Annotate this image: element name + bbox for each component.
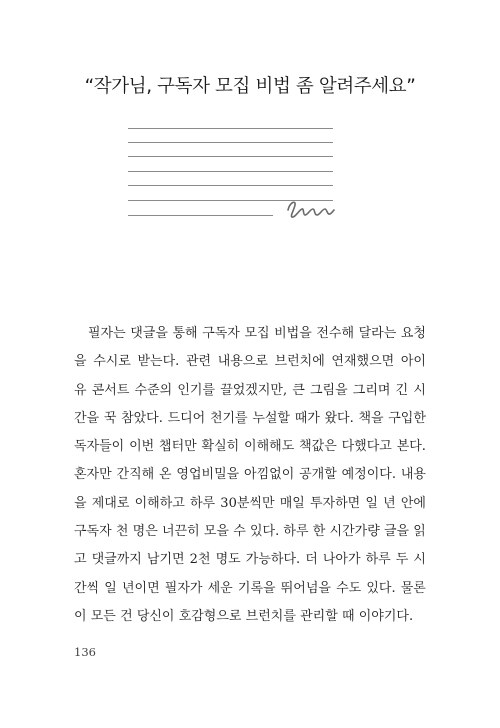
body-word: 아이 [400,354,426,370]
body-word: 긴 [395,382,409,398]
body-word: 더 [305,552,318,568]
body-line [74,518,426,546]
body-word: 일 [365,495,378,511]
body-word: 영업비밀을 [176,467,240,483]
body-word: 관련 [185,354,212,370]
body-word: 년 [383,495,396,511]
body-word: 투자하면 [309,495,361,511]
body-word: 때 [341,608,355,624]
page-number: 136 [74,645,96,659]
body-word: 세운 [207,580,233,596]
body-word: 드디어 [167,410,206,426]
chapter-title: “작가님, 구독자 모집 비법 좀 알려주세요” [84,76,416,97]
body-word: 필자가 [164,580,203,596]
body-word: 큰 [292,382,305,398]
body-word: 받는다. [137,354,180,370]
body-word: 콘서트 [91,382,130,398]
body-word: 그리며 [352,382,391,398]
body-word: 온 [159,467,172,483]
body-word: 때가 [294,410,320,426]
body-word: 이해해도 [244,439,295,455]
body-line [74,490,426,518]
body-word: 꾹 [103,410,117,426]
body-word: 물론 [400,580,426,596]
body-word: 천 [115,524,129,540]
body-word: 구독자 [202,326,240,341]
body-word: 전수해 [316,326,355,341]
body-word: 안에 [400,495,426,511]
body-word: 년이면 [121,580,160,596]
note-line [128,215,273,216]
body-word: 있다. [366,580,396,596]
body-word: 매일 [279,495,305,511]
body-word: 너끈히 [161,524,200,540]
body-line [74,575,426,603]
body-word: 당신이 [136,608,175,624]
body-line [74,461,426,489]
body-word: 하루 [190,495,216,511]
body-word: 기록을 [237,580,276,596]
body-word: 인기를 [177,382,216,398]
body-word: 유 [74,382,87,398]
body-word: 이해하고 [134,495,185,511]
body-word: 관리할 [300,608,338,624]
body-word: 수도 [336,580,362,596]
body-word: 다했다고 [341,439,392,455]
body-line [74,603,426,631]
body-word: 간을 [74,410,100,426]
note-line [128,142,333,143]
body-line [74,405,426,433]
body-word: 모집 [244,326,270,341]
body-word: 시 [413,552,426,568]
body-word: 이 [74,608,87,624]
body-word: 수시로 [93,354,131,370]
body-word: 댓글까지 [91,552,142,568]
body-word: 뛰어넘을 [280,580,331,596]
body-word: 연재했으면 [331,354,395,370]
body-word: 명은 [132,524,158,540]
body-word: 이야기다. [358,608,414,624]
body-word: 그림을 [309,382,348,398]
body-word: 일 [104,580,117,596]
body-word: 참았다. [121,410,163,426]
body-word: 비법을 [274,326,312,341]
note-line [128,185,333,186]
note-line [128,171,333,172]
body-word: 간직해 [116,467,155,483]
body-line [74,377,426,405]
body-word: 독자들이 [74,439,125,455]
body-word: 필자는 [88,326,126,341]
body-word: 내용으로 [217,354,268,370]
body-word: 모을 [203,524,229,540]
body-word: 구입한 [388,410,426,426]
body-word: 가능하다. [245,552,301,568]
body-word: 모든 [90,608,116,624]
body-word: 건 [120,608,133,624]
body-word: 혼자만 [74,467,112,483]
body-word: 시 [413,382,426,398]
body-word: 요청 [400,326,426,341]
body-word: 한 [312,524,326,540]
body-word: 수 [233,524,246,540]
body-word: 이번 [129,439,155,455]
body-word: 수준의 [134,382,173,398]
note-illustration [128,120,338,230]
body-word: 브런치에 [274,354,325,370]
body-word: 누설할 [252,410,290,426]
body-word: 공개할 [299,467,337,483]
body-word: 간씩 [74,580,100,596]
body-word: 을 [74,495,87,511]
body-word: 달라는 [358,326,397,341]
body-word: 을 [74,354,87,370]
body-word: 하루 [365,552,391,568]
body-word: 호감형으로 [178,608,242,624]
body-word: 챕터만 [159,439,197,455]
note-line [128,156,333,157]
body-word: 브런치를 [245,608,296,624]
body-word: 왔다. [324,410,354,426]
body-text [74,320,426,631]
body-word: 내용 [400,467,426,483]
body-word: 댓글을 [130,326,168,341]
body-word: 책을 [358,410,384,426]
body-word: 30분씩만 [220,495,275,511]
body-word: 제대로 [91,495,130,511]
body-word: 본다. [396,439,426,455]
body-word: 남기면 [146,552,185,568]
body-word: 두 [395,552,409,568]
body-word: 예정이다. [341,467,396,483]
body-word: 통해 [172,326,198,341]
body-word: 있다. [249,524,280,540]
body-word: 구독자 [74,524,112,540]
body-word: 명도 [215,552,241,568]
body-line [74,546,426,574]
body-word: 글을 [383,524,410,540]
body-line [74,320,426,348]
body-word: 아낌없이 [244,467,295,483]
body-word: 하루 [283,524,309,540]
body-line [74,433,426,461]
body-word: 읽 [413,524,426,540]
body-word: 2천 [189,552,211,568]
signature-icon [284,196,336,222]
body-word: 끌었겠지만, [220,382,288,398]
body-word: 확실히 [201,439,240,455]
body-word: 시간가량 [329,524,380,540]
note-line [128,128,333,129]
body-word: 천기를 [209,410,248,426]
body-word: 나아가 [322,552,361,568]
body-line [74,348,426,376]
body-word: 고 [74,552,87,568]
body-word: 책값은 [299,439,337,455]
